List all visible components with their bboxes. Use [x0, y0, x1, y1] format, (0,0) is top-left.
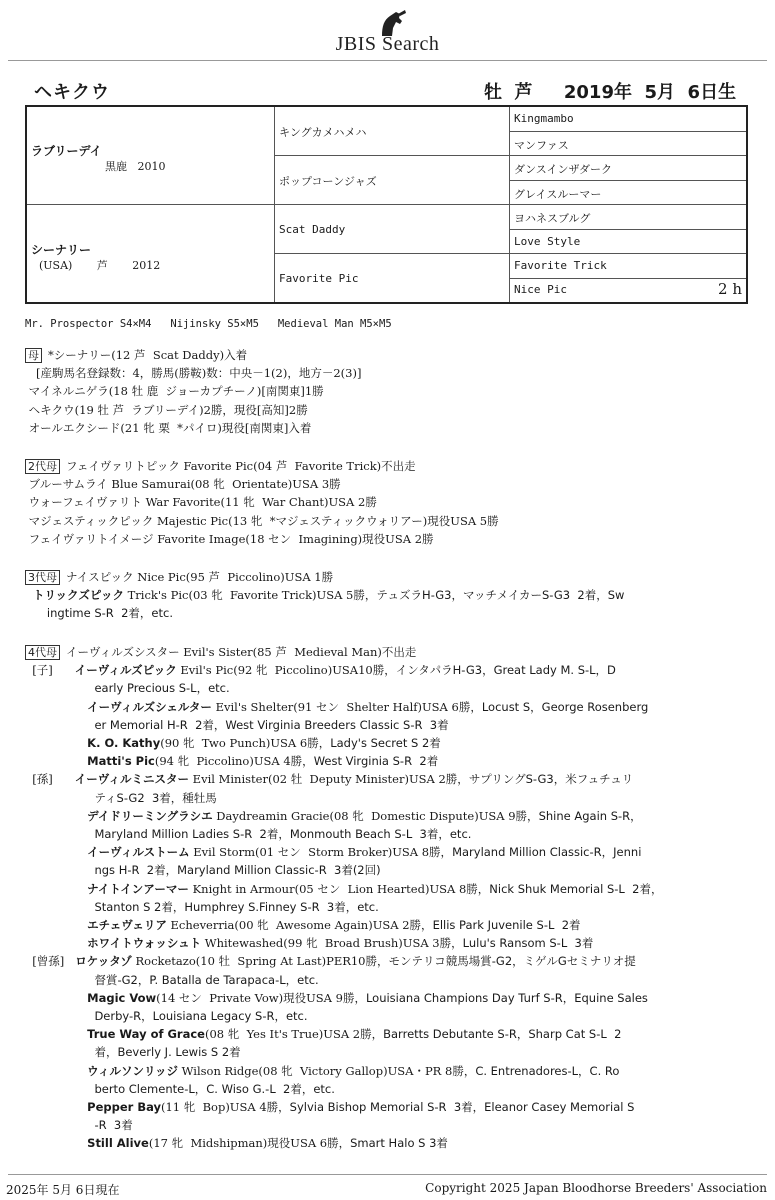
pedigree-g2-cell[interactable] — [275, 205, 510, 254]
family-text: er Memorial H-R 2着，West Virginia Breeders Classic S-R 3着 — [25, 717, 449, 732]
inbreeding-summary: Mr. Prospector S4×M4 Nijinsky S5×M5 Medieval Man M5×M5 — [25, 318, 392, 330]
family-line — [25, 734, 441, 752]
family-line — [25, 661, 616, 679]
horse-link[interactable]: ロケッタゾ — [75, 954, 132, 969]
pedigree-dam-cell — [27, 205, 275, 302]
pedigree-g3-cell[interactable] — [510, 181, 746, 205]
family-line — [25, 971, 319, 989]
family-text: West Virginia S-R 2着 — [313, 754, 439, 769]
header-divider — [8, 60, 767, 61]
family-line — [25, 512, 499, 530]
family-line — [25, 1116, 133, 1134]
pedigree-g3-name: ヨハネスブルグ — [514, 212, 591, 225]
family-line — [25, 898, 379, 916]
family-text: (14 セン Private Vow)現役USA 9勝， — [156, 990, 366, 1005]
section-tag: 3代母 — [25, 570, 60, 585]
pedigree-g2-cell[interactable] — [275, 254, 510, 302]
family-text: Trick's Pic(03 牝 Favorite Trick)USA 5勝， — [123, 588, 377, 603]
family-line — [25, 568, 333, 586]
pedigree-g3-cell[interactable] — [510, 107, 746, 132]
family-text: Lady's Secret S 2着 — [330, 736, 441, 750]
horse-link[interactable]: イーヴィルストーム — [87, 845, 190, 860]
family-text: *シーナリー(12 芦 Scat Daddy)入着 — [48, 348, 248, 362]
family-line — [25, 401, 308, 419]
family-line — [25, 382, 324, 400]
family-text — [25, 882, 87, 896]
horse-link[interactable]: ウィルソンリッジ — [87, 1063, 179, 1078]
family-text: Knight in Armour(05 セン Lion Hearted)USA 8勝， — [188, 881, 490, 896]
family-text: ティS-G2 3着，種牡馬 — [25, 790, 217, 805]
horse-link[interactable]: イーヴィルズシェルター — [87, 699, 212, 714]
logo[interactable] — [0, 0, 775, 60]
family-text: インタパラH-G3，Great Lady M. S-L，D — [395, 663, 616, 678]
pedigree-g3-name: Kingmambo — [514, 112, 574, 125]
family-line — [25, 1062, 619, 1080]
horse-link[interactable]: True Way of Grace — [87, 1027, 205, 1042]
family-text: マジェスティックピック Majestic Pic(13 牝 *マジェスティックウォリアー)現役USA 5勝 — [25, 513, 499, 528]
family-text — [25, 918, 87, 932]
pedigree-g2-name: ポップコーンジャズ — [279, 175, 377, 188]
pedigree-g3-cell[interactable] — [510, 156, 746, 181]
family-text: Maryland Million Classic-R，Jenni — [452, 845, 642, 860]
family-text: Derby-R，Louisiana Legacy S-R，etc. — [25, 1009, 308, 1023]
sire-info: 黒鹿 2010 — [105, 160, 166, 173]
family-text: Barretts Debutante S-R，Sharp Cat S-L 2 — [383, 1027, 622, 1042]
family-line — [25, 457, 416, 475]
horse-link[interactable]: デイドリーミングラシエ — [87, 808, 213, 823]
family-text: Wilson Ridge(08 牝 Victory Gallop)USA・PR 8勝， — [178, 1063, 476, 1078]
family-line — [25, 843, 641, 861]
family-text: Echeverria(00 牝 Awesome Again)USA 2勝， — [166, 918, 433, 932]
family-text — [25, 1100, 87, 1114]
pedigree-g2-name: Scat Daddy — [279, 223, 346, 236]
family-text: (17 牝 Midshipman)現役USA 6勝， — [148, 1136, 351, 1151]
pedigree-g3-cell[interactable] — [510, 132, 746, 156]
family-line — [25, 861, 381, 879]
family-text: ブルーサムライ Blue Samurai(08 牝 Orientate)USA 3勝 — [25, 477, 341, 492]
pedigree-g3-cell[interactable] — [510, 279, 746, 302]
family-line — [25, 752, 438, 770]
family-line — [25, 364, 361, 382]
family-text: マイネルニゲラ(18 牡 鹿 ジョーカプチーノ)[南関東]1勝 — [25, 384, 324, 399]
family-text — [25, 736, 87, 750]
family-line — [25, 1007, 308, 1025]
horse-link[interactable]: Pepper Bay — [87, 1100, 161, 1114]
family-text: (94 牝 Piccolino)USA 4勝， — [154, 754, 314, 769]
family-line — [25, 1098, 634, 1116]
family-text: Rocketazo(10 牡 Spring At Last)PER10勝， — [131, 954, 389, 969]
family-line — [25, 916, 581, 934]
footer-divider — [8, 1174, 767, 1175]
family-text: [産駒馬名登録数：4，勝馬(勝鞍)数：中央－1(2)，地方－2(3)] — [25, 366, 362, 381]
family-line — [25, 934, 593, 952]
family-line — [25, 679, 230, 697]
family-text: [曾孫] — [25, 954, 76, 969]
pedigree-g3-name: Love Style — [514, 235, 581, 248]
family-text: Evil Minister(02 牡 Deputy Minister)USA 2勝， — [189, 772, 469, 787]
family-line — [25, 1025, 621, 1043]
family-text — [25, 991, 87, 1005]
family-line — [25, 493, 377, 511]
family-line — [25, 419, 311, 437]
section-tag: 4代母 — [25, 645, 60, 660]
family-text: (90 牝 Two Punch)USA 6勝， — [160, 736, 331, 750]
section-tag: 2代母 — [25, 459, 60, 474]
family-line — [25, 789, 217, 807]
pedigree-g2-cell[interactable] — [275, 107, 510, 156]
family-line — [25, 475, 341, 493]
family-text: (11 牝 Bop)USA 4勝， — [161, 1100, 290, 1114]
dam-info: (USA) 芦 2012 — [39, 259, 161, 272]
family-line — [25, 770, 633, 788]
family-line — [25, 716, 449, 734]
family-text: Sylvia Bishop Memorial S-R 3着，Eleanor Casey Memorial S — [289, 1100, 635, 1114]
family-line — [25, 604, 173, 622]
pedigree-table — [25, 105, 748, 304]
horse-link[interactable]: イーヴィルズピック — [74, 663, 177, 678]
family-text: Locust S，George Rosenberg — [481, 699, 649, 714]
horse-link[interactable]: Still Alive — [87, 1136, 149, 1151]
family-text: (08 牝 Yes It's True)USA 2勝， — [204, 1027, 384, 1042]
family-line — [25, 880, 662, 898]
pedigree-sire-cell — [27, 107, 275, 205]
family-text: Whitewashed(99 牝 Broad Brush)USA 3勝， — [201, 936, 463, 951]
family-line — [25, 698, 648, 716]
family-text: Lulu's Ransom S-L 3着 — [462, 936, 594, 951]
family-text: オールエクシード(21 牝 栗 *パイロ)現役[南関東]入着 — [25, 420, 312, 435]
family-text — [25, 809, 87, 823]
family-line — [25, 1043, 241, 1061]
family-text — [25, 1136, 87, 1150]
sire-name[interactable]: ラブリーデイ — [31, 144, 102, 158]
family-text — [25, 1027, 87, 1041]
horse-link[interactable]: Matti's Pic — [87, 754, 155, 769]
family-text: 督賞-G2，P. Batalla de Tarapaca-L，etc. — [25, 972, 319, 987]
horse-link[interactable]: K. O. Kathy — [87, 736, 161, 750]
copyright: Copyright 2025 Japan Bloodhorse Breeders' Association — [425, 1181, 767, 1195]
family-line — [25, 643, 416, 661]
family-text: [子] — [25, 663, 75, 678]
family-line — [25, 530, 434, 548]
family-line — [25, 807, 642, 825]
pedigree-g3-name: ダンスインザダーク — [514, 163, 613, 176]
family-text: Nick Shuk Memorial S-L 2着， — [489, 881, 663, 896]
family-text: Stanton S 2着，Humphrey S.Finney S-R 3着，etc. — [25, 899, 379, 914]
family-text: Shine Again S-R， — [538, 808, 642, 823]
family-text: Evil's Shelter(91 セン Shelter Half)USA 6勝， — [211, 699, 482, 714]
as-of-date: 2025年 5月 6日現在 — [6, 1183, 120, 1197]
pedigree-g3-cell[interactable] — [510, 230, 746, 254]
family-text: Louisiana Champions Day Turf S-R，Equine Sales — [365, 990, 648, 1005]
pedigree-g3-name: Favorite Trick — [514, 259, 607, 272]
family-line — [25, 989, 648, 1007]
family-line — [25, 952, 636, 970]
family-text: Maryland Million Ladies S-R 2着，Monmouth Beach S-L 3着，etc. — [25, 827, 472, 841]
pedigree-corner-note: 2 h — [718, 280, 742, 298]
logo-text: JBIS Search — [335, 33, 440, 55]
pedigree-g3-cell[interactable] — [510, 254, 746, 279]
pedigree-g2-name: Favorite Pic — [279, 272, 359, 285]
family-text: ナイスピック Nice Pic(95 芦 Piccolino)USA 1勝 — [66, 570, 334, 584]
section-tag: 母 — [25, 348, 42, 363]
family-text: フェイヴァリトイメージ Favorite Image(18 セン Imagining)現役USA 2勝 — [25, 531, 434, 546]
family-text — [25, 845, 87, 859]
family-text: モンテリコ競馬場賞-G2，ミゲルGセミナリオ提 — [388, 954, 636, 969]
family-text: 着，Beverly J. Lewis S 2着 — [25, 1045, 241, 1060]
family-line — [25, 1080, 335, 1098]
horse-link[interactable]: Magic Vow — [87, 990, 157, 1005]
family-text: Evil Storm(01 セン Storm Broker)USA 8勝， — [189, 845, 453, 860]
horse-link[interactable]: イーヴィルミニスター — [74, 772, 190, 787]
horse-name: ヘキクウ — [34, 82, 110, 103]
family-text: ngs H-R 2着，Maryland Million Classic-R 3着(2回) — [25, 863, 381, 878]
horse-link[interactable]: ナイトインアーマー — [87, 881, 189, 896]
family-text — [25, 1064, 87, 1078]
family-line — [25, 1134, 448, 1152]
family-text — [25, 754, 87, 768]
pedigree-g3-name: グレイスルーマー — [514, 188, 602, 201]
family-text: Ellis Park Juvenile S-L 2着 — [432, 918, 581, 932]
family-text: イーヴィルズシスター Evil's Sister(85 芦 Medieval Man)不出走 — [66, 645, 417, 659]
dam-name[interactable]: シーナリー — [31, 243, 92, 257]
family-text: フェイヴァリトピック Favorite Pic(04 芦 Favorite Trick)不出走 — [66, 459, 416, 473]
family-text: Smart Halo S 3着 — [350, 1136, 448, 1151]
pedigree-g3-name: Nice Pic — [514, 283, 567, 296]
pedigree-g2-name: キングカメハメハ — [279, 126, 367, 139]
pedigree-g2-cell[interactable] — [275, 156, 510, 205]
family-line — [25, 586, 624, 604]
pedigree-g3-name: マンファス — [514, 139, 569, 152]
family-text: early Precious S-L，etc. — [25, 681, 230, 696]
horse-link[interactable]: エチェヴェリア — [87, 918, 167, 932]
family-line — [25, 825, 471, 843]
horse-link[interactable]: ホワイトウォッシュト — [87, 936, 202, 951]
horse-link[interactable]: トリックズピック — [25, 588, 124, 603]
family-text: berto Clemente-L，C. Wiso G.-L 2着，etc. — [25, 1081, 335, 1096]
family-text — [25, 936, 87, 950]
pedigree-g3-cell[interactable] — [510, 205, 746, 230]
family-text: ヘキクウ(19 牡 芦 ラブリーデイ)2勝，現役[高知]2勝 — [25, 402, 308, 417]
family-text: ingtime S-R 2着，etc. — [25, 606, 173, 621]
family-text: テュズラH-G3，マッチメイカーS-G3 2着，Sw — [376, 588, 625, 603]
family-text: ウォーフェイヴァリト War Favorite(11 牝 War Chant)USA 2勝 — [25, 495, 377, 510]
horse-info: 牡 芦 2019年 5月 6日生 — [484, 82, 737, 103]
family-text: C. Entrenadores-L，C. Ro — [475, 1063, 620, 1078]
family-text: -R 3着 — [25, 1118, 133, 1133]
family-text: サプリングS-G3，米フュチュリ — [468, 772, 634, 787]
family-line — [25, 346, 247, 364]
family-text — [25, 700, 87, 714]
family-text: Evil's Pic(92 牝 Piccolino)USA10勝， — [176, 663, 396, 678]
family-text: Daydreamin Gracie(08 牝 Domestic Dispute)USA 9勝， — [212, 808, 539, 823]
family-text: [孫] — [25, 772, 75, 787]
